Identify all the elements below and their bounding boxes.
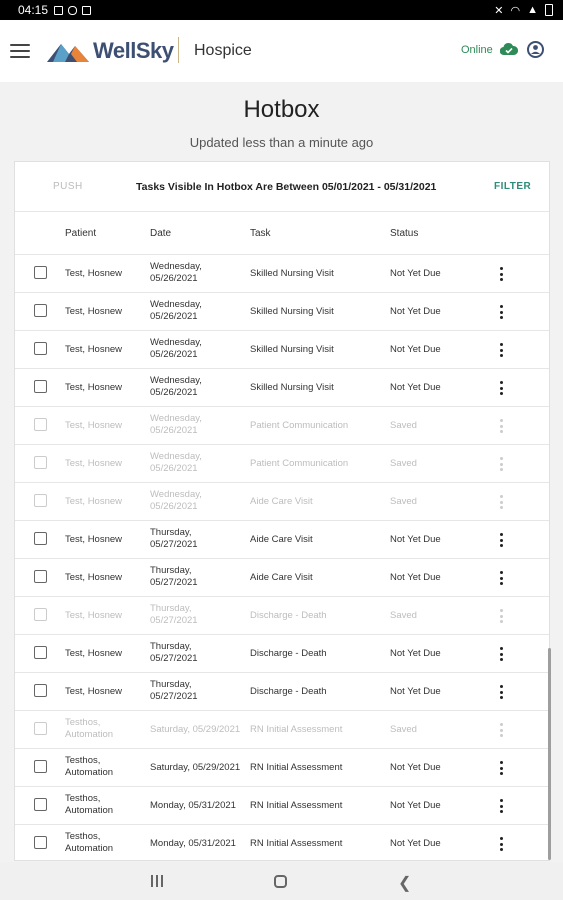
date-cell-line: Thursday, [150, 641, 192, 652]
date-cell-line: Monday, 05/31/2021 [150, 838, 236, 849]
date-cell-line: Thursday, [150, 603, 192, 614]
date-cell [150, 603, 250, 627]
wellsky-logo [47, 38, 173, 64]
patient-cell [65, 268, 145, 279]
patient-cell-line: Test, Hosnew [65, 268, 123, 279]
patient-cell-line: Test, Hosnew [65, 686, 123, 697]
kebab-icon[interactable] [497, 836, 505, 852]
status-cell: Saved [390, 724, 417, 735]
column-header-status[interactable]: Status [390, 228, 419, 239]
status-cell: Not Yet Due [390, 838, 441, 849]
table-row[interactable] [15, 787, 549, 825]
connection-status: Online [461, 44, 493, 56]
push-button[interactable]: PUSH [53, 181, 83, 192]
recents-icon[interactable] [151, 875, 163, 887]
table-row[interactable] [15, 445, 549, 483]
task-cell: Aide Care Visit [250, 534, 313, 545]
date-cell-line: Wednesday, [150, 375, 202, 386]
patient-cell [65, 306, 145, 317]
status-cell: Not Yet Due [390, 648, 441, 659]
battery-icon [545, 4, 553, 16]
row-checkbox[interactable] [34, 494, 47, 507]
row-checkbox[interactable] [34, 760, 47, 773]
hamburger-icon[interactable] [10, 44, 30, 58]
kebab-icon[interactable] [497, 342, 505, 358]
table-row[interactable] [15, 407, 549, 445]
patient-cell-line: Testhos, [65, 755, 101, 766]
signal-icon: ▲ [527, 4, 538, 16]
notification-icons [54, 6, 91, 15]
patient-cell [65, 610, 145, 621]
kebab-icon[interactable] [497, 494, 505, 510]
table-row[interactable] [15, 483, 549, 521]
row-checkbox[interactable] [34, 304, 47, 317]
cloud-check-icon [500, 42, 518, 56]
kebab-icon[interactable] [497, 570, 505, 586]
filter-button[interactable]: FILTER [494, 181, 532, 192]
table-row[interactable] [15, 559, 549, 597]
date-cell-line: 05/27/2021 [150, 577, 198, 588]
mute-icon: ✕ [494, 4, 504, 17]
task-cell: Patient Communication [250, 458, 349, 469]
date-cell-line: Thursday, [150, 527, 192, 538]
link-icon [68, 6, 77, 15]
table-row[interactable] [15, 635, 549, 673]
status-cell: Saved [390, 610, 417, 621]
table-row[interactable] [15, 293, 549, 331]
date-cell [150, 724, 250, 735]
task-cell: Skilled Nursing Visit [250, 268, 334, 279]
patient-cell [65, 382, 145, 393]
patient-cell [65, 717, 145, 741]
kebab-icon[interactable] [497, 608, 505, 624]
patient-cell-line: Testhos, [65, 717, 101, 728]
date-cell-line: Saturday, 05/29/2021 [150, 724, 241, 735]
task-cell: Skilled Nursing Visit [250, 344, 334, 355]
date-range-text: Tasks Visible In Hotbox Are Between 05/01/2021 - 05/31/2021 [136, 181, 437, 193]
patient-cell [65, 686, 145, 697]
hotbox-toolbar [15, 162, 549, 212]
status-cell: Not Yet Due [390, 686, 441, 697]
patient-cell [65, 420, 145, 431]
kebab-icon[interactable] [497, 456, 505, 472]
date-cell-line: Wednesday, [150, 261, 202, 272]
task-cell: Aide Care Visit [250, 496, 313, 507]
date-cell [150, 451, 250, 475]
wifi-icon: ◠ [510, 4, 521, 17]
date-cell [150, 527, 250, 551]
date-cell-line: 05/27/2021 [150, 539, 198, 550]
app-icon [82, 6, 91, 15]
column-header-task[interactable]: Task [250, 228, 271, 239]
patient-cell-line: Testhos, [65, 831, 101, 842]
task-cell: RN Initial Assessment [250, 800, 343, 811]
patient-cell-line: Test, Hosnew [65, 306, 123, 317]
system-status-bar [0, 0, 563, 20]
row-checkbox[interactable] [34, 684, 47, 697]
date-cell-line: 05/26/2021 [150, 349, 198, 360]
patient-cell-line: Automation [65, 729, 114, 740]
system-nav-bar [0, 862, 563, 900]
scrollbar[interactable] [548, 648, 551, 860]
date-cell-line: Saturday, 05/29/2021 [150, 762, 241, 773]
patient-cell-line: Automation [65, 805, 114, 816]
row-checkbox[interactable] [34, 266, 47, 279]
patient-cell [65, 496, 145, 507]
row-checkbox[interactable] [34, 418, 47, 431]
status-cell: Not Yet Due [390, 762, 441, 773]
kebab-icon[interactable] [497, 532, 505, 548]
date-cell-line: 05/26/2021 [150, 463, 198, 474]
task-cell: Patient Communication [250, 420, 349, 431]
patient-cell [65, 793, 145, 817]
date-cell-line: 05/26/2021 [150, 311, 198, 322]
row-checkbox[interactable] [34, 570, 47, 583]
kebab-icon[interactable] [497, 418, 505, 434]
status-cell: Saved [390, 420, 417, 431]
table-body [15, 255, 549, 861]
hotbox-card [14, 161, 550, 861]
patient-cell [65, 534, 145, 545]
kebab-icon[interactable] [497, 760, 505, 776]
system-icons [494, 4, 553, 17]
patient-cell-line: Test, Hosnew [65, 382, 123, 393]
table-row[interactable] [15, 521, 549, 559]
status-cell: Saved [390, 496, 417, 507]
kebab-icon[interactable] [497, 380, 505, 396]
date-cell-line: Wednesday, [150, 413, 202, 424]
table-row[interactable] [15, 255, 549, 293]
row-checkbox[interactable] [34, 836, 47, 849]
patient-cell [65, 572, 145, 583]
patient-cell-line: Test, Hosnew [65, 572, 123, 583]
patient-cell-line: Testhos, [65, 793, 101, 804]
date-cell-line: 05/26/2021 [150, 501, 198, 512]
patient-cell-line: Test, Hosnew [65, 610, 123, 621]
product-name: Hospice [194, 42, 252, 59]
back-icon[interactable]: ❮ [398, 875, 412, 892]
row-checkbox[interactable] [34, 722, 47, 735]
task-cell: Discharge - Death [250, 648, 327, 659]
date-cell [150, 413, 250, 437]
clock: 04:15 [18, 3, 49, 17]
date-cell [150, 800, 250, 811]
patient-cell-line: Test, Hosnew [65, 648, 123, 659]
header-divider [178, 37, 179, 63]
table-row[interactable] [15, 825, 549, 861]
page-title: Hotbox [243, 96, 320, 123]
row-checkbox[interactable] [34, 456, 47, 469]
column-header-patient[interactable]: Patient [65, 228, 97, 239]
column-header-date[interactable]: Date [150, 228, 172, 239]
date-cell [150, 299, 250, 323]
task-cell: Discharge - Death [250, 686, 327, 697]
patient-cell-line: Test, Hosnew [65, 420, 123, 431]
date-cell-line: Wednesday, [150, 451, 202, 462]
task-cell: RN Initial Assessment [250, 724, 343, 735]
date-cell [150, 679, 250, 703]
table-row[interactable] [15, 331, 549, 369]
patient-cell-line: Automation [65, 843, 114, 854]
date-cell [150, 762, 250, 773]
status-cell: Not Yet Due [390, 344, 441, 355]
date-cell [150, 337, 250, 361]
row-checkbox[interactable] [34, 532, 47, 545]
patient-cell [65, 648, 145, 659]
patient-cell [65, 831, 145, 855]
date-cell-line: Wednesday, [150, 337, 202, 348]
date-cell-line: 05/27/2021 [150, 691, 198, 702]
patient-cell-line: Test, Hosnew [65, 458, 123, 469]
date-cell-line: 05/27/2021 [150, 653, 198, 664]
date-cell [150, 565, 250, 589]
table-row[interactable] [15, 711, 549, 749]
task-cell: Skilled Nursing Visit [250, 382, 334, 393]
patient-cell-line: Test, Hosnew [65, 534, 123, 545]
status-cell: Not Yet Due [390, 534, 441, 545]
kebab-icon[interactable] [497, 266, 505, 282]
task-cell: Discharge - Death [250, 610, 327, 621]
gallery-icon [54, 6, 63, 15]
kebab-icon[interactable] [497, 684, 505, 700]
logo-wordmark: WellSky [93, 38, 174, 63]
task-cell: RN Initial Assessment [250, 762, 343, 773]
row-checkbox[interactable] [34, 608, 47, 621]
date-cell [150, 261, 250, 285]
table-header [15, 212, 549, 255]
date-cell-line: 05/26/2021 [150, 387, 198, 398]
table-row[interactable] [15, 673, 549, 711]
last-updated-text: Updated less than a minute ago [189, 135, 374, 150]
date-cell [150, 641, 250, 665]
row-checkbox[interactable] [34, 798, 47, 811]
status-cell: Not Yet Due [390, 382, 441, 393]
date-cell [150, 489, 250, 513]
status-cell: Not Yet Due [390, 306, 441, 317]
date-cell-line: Thursday, [150, 565, 192, 576]
row-checkbox[interactable] [34, 646, 47, 659]
table-row[interactable] [15, 597, 549, 635]
date-cell-line: 05/26/2021 [150, 273, 198, 284]
kebab-icon[interactable] [497, 646, 505, 662]
patient-cell-line: Test, Hosnew [65, 496, 123, 507]
status-cell: Not Yet Due [390, 572, 441, 583]
account-icon[interactable] [527, 41, 544, 58]
task-cell: RN Initial Assessment [250, 838, 343, 849]
date-cell-line: 05/26/2021 [150, 425, 198, 436]
status-cell: Saved [390, 458, 417, 469]
patient-cell [65, 458, 145, 469]
row-checkbox[interactable] [34, 342, 47, 355]
patient-cell [65, 755, 145, 779]
kebab-icon[interactable] [497, 722, 505, 738]
task-cell: Aide Care Visit [250, 572, 313, 583]
row-checkbox[interactable] [34, 380, 47, 393]
date-cell-line: Monday, 05/31/2021 [150, 800, 236, 811]
date-cell-line: Wednesday, [150, 299, 202, 310]
status-cell: Not Yet Due [390, 800, 441, 811]
table-row[interactable] [15, 369, 549, 407]
date-cell [150, 838, 250, 849]
date-cell-line: Thursday, [150, 679, 192, 690]
kebab-icon[interactable] [497, 798, 505, 814]
app-header [0, 20, 563, 82]
table-row[interactable] [15, 749, 549, 787]
date-cell-line: Wednesday, [150, 489, 202, 500]
patient-cell-line: Automation [65, 767, 114, 778]
mountain-logo-icon [47, 40, 89, 62]
date-cell-line: 05/27/2021 [150, 615, 198, 626]
patient-cell [65, 344, 145, 355]
date-cell [150, 375, 250, 399]
task-cell: Skilled Nursing Visit [250, 306, 334, 317]
home-icon[interactable] [274, 875, 287, 888]
status-cell: Not Yet Due [390, 268, 441, 279]
kebab-icon[interactable] [497, 304, 505, 320]
patient-cell-line: Test, Hosnew [65, 344, 123, 355]
